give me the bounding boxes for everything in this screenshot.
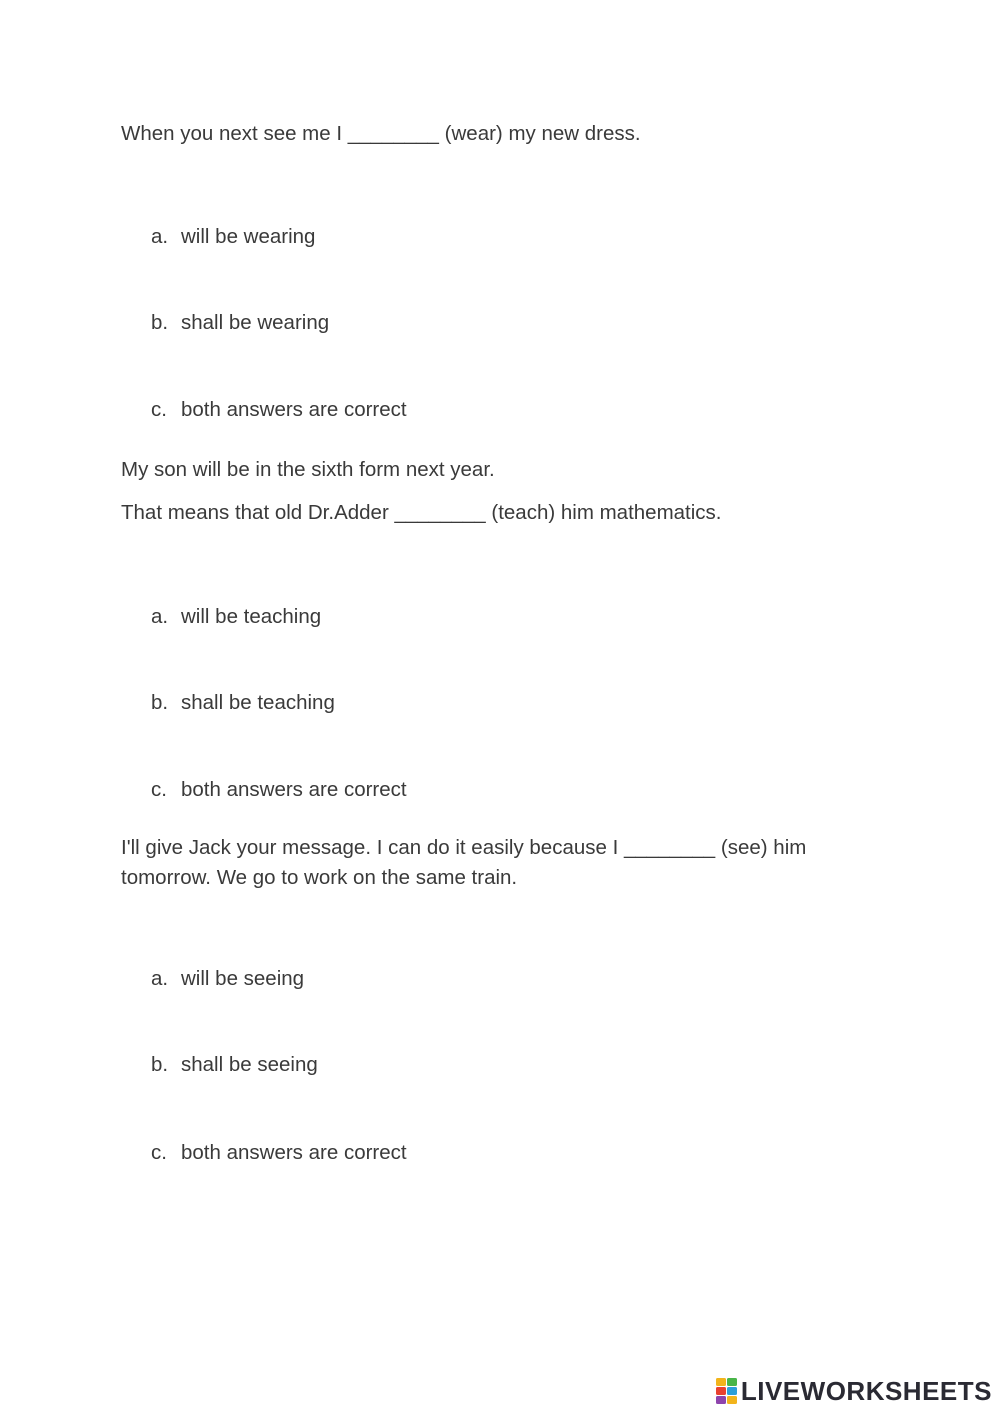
option-letter: a. [151, 967, 169, 990]
question-1-prompt: When you next see me I ________ (wear) my new dress. [121, 122, 641, 145]
question-3-prompt-line-1: I'll give Jack your message. I can do it easily because I ________ (see) him [121, 836, 807, 859]
option-text: will be seeing [181, 967, 305, 990]
liveworksheets-logo-icon [716, 1378, 738, 1404]
option-text: shall be wearing [181, 311, 330, 334]
option-letter: a. [151, 225, 169, 248]
option-text: will be wearing [181, 225, 316, 248]
option-text: both answers are correct [181, 778, 407, 801]
option-letter: c. [151, 398, 167, 421]
question-2-prompt-line-1: My son will be in the sixth form next year. [121, 458, 495, 481]
question-2-prompt-line-2: That means that old Dr.Adder ________ (teach) him mathematics. [121, 501, 722, 524]
question-2-option-b[interactable] [151, 688, 335, 718]
option-text: shall be seeing [181, 1053, 318, 1076]
question-2-option-a[interactable] [151, 602, 321, 632]
option-text: will be teaching [181, 605, 322, 628]
question-1-option-b[interactable] [151, 308, 329, 338]
option-letter: b. [151, 1053, 169, 1076]
option-letter: c. [151, 1141, 167, 1164]
option-text: both answers are correct [181, 1141, 407, 1164]
question-2-option-c[interactable] [151, 775, 407, 805]
question-1-option-c[interactable] [151, 395, 407, 425]
option-text: shall be teaching [181, 691, 335, 714]
question-1-option-a[interactable] [151, 222, 315, 252]
question-3-option-a[interactable] [151, 964, 304, 994]
option-letter: b. [151, 691, 169, 714]
option-letter: a. [151, 605, 169, 628]
liveworksheets-logo-text: LIVEWORKSHEETS [740, 1375, 992, 1406]
option-text: both answers are correct [181, 398, 407, 421]
liveworksheets-logo[interactable] [716, 1375, 992, 1407]
question-3-prompt-line-2: tomorrow. We go to work on the same train. [121, 866, 518, 889]
question-3-option-c[interactable] [151, 1138, 407, 1168]
question-3-option-b[interactable] [151, 1050, 318, 1080]
option-letter: b. [151, 311, 169, 334]
option-letter: c. [151, 778, 167, 801]
